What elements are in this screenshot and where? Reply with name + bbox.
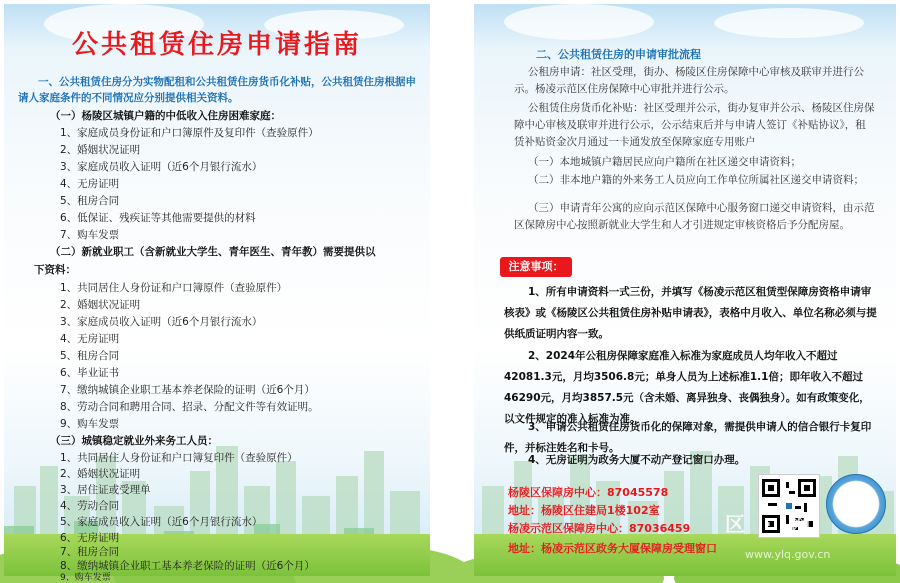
list-item: 5、家庭成员收入证明（近6个月银行流水）	[60, 516, 263, 528]
housing-logo-icon	[826, 474, 886, 534]
section-heading-2: （二）新就业职工（含新就业大学生、青年医生、青年教）需要提供以	[50, 246, 376, 258]
list-item: 1、家庭成员身份证和户口簿原件及复印件（查验原件）	[60, 127, 319, 139]
contact-address: 地址：杨陵区住建局1楼102室	[508, 504, 660, 517]
list-item: 9、购车发票	[60, 573, 111, 583]
list-item: 4、无房证明	[60, 178, 120, 190]
list-item: 6、低保证、残疾证等其他需要提供的材料	[60, 212, 256, 224]
list-item: 9、购车发票	[60, 418, 120, 430]
contact-phone: 杨陵区保障房中心：87045578	[508, 486, 669, 499]
process-paragraph: （二）非本地户籍的外来务工人员应向工作单位所属社区递交申请资料；	[528, 174, 864, 186]
left-page	[4, 4, 430, 583]
contact-address: 地址：杨凌示范区政务大厦保障房受理窗口	[508, 542, 717, 555]
section-title: 二、公共租赁住房的申请审批流程	[536, 48, 701, 61]
list-item: 3、居住证或受理单	[60, 484, 151, 496]
list-item: 8、劳动合同和聘用合同、招录、分配文件等有效证明。	[60, 401, 319, 413]
process-paragraph: 公租房申请：社区受理，街办、杨陵区住房保障中心审核及联审并进行公示。杨凌示范区住房保障中心审批并进行公示。	[514, 66, 864, 95]
list-item: 5、租房合同	[60, 350, 120, 362]
list-item: 3、家庭成员收入证明（近6个月银行流水）	[60, 316, 263, 328]
section-heading-3: （三）城镇稳定就业外来务工人员：	[50, 435, 218, 447]
page-title: 公共租赁住房申请指南	[71, 30, 362, 60]
list-item: 7、购车发票	[60, 229, 120, 241]
list-item: 1、共同居住人身份证和户口簿复印件（查验原件）	[60, 452, 298, 464]
right-page	[474, 4, 896, 576]
list-item: 2、婚姻状况证明	[60, 468, 141, 480]
notice-item: 2、2024年公租房保障家庭准入标准为家庭成员人均年收入不超过42081.3元，月均3506.8元；单身人员为上述标准1.1倍；即年收入不超过46290元，月均3857.5元（含未婚、离异独身、丧偶独身）。如有政策变化，以文件规定的准入标准为准。	[504, 350, 870, 425]
notice-item: 4、无房证明为政务大厦不动产登记窗口办理。	[528, 454, 746, 466]
list-item: 5、租房合同	[60, 195, 120, 207]
list-item: 1、共同居住人身份证和户口簿原件（查验原件）	[60, 282, 288, 294]
list-item: 4、劳动合同	[60, 500, 120, 512]
list-item: 8、缴纳城镇企业职工基本养老保险的证明（近6个月）	[60, 560, 315, 572]
section-heading-2-cont: 下资料：	[34, 264, 76, 276]
list-item: 2、婚姻状况证明	[60, 299, 141, 311]
section-heading-1: （一）杨陵区城镇户籍的中低收入住房困难家庭：	[50, 110, 281, 122]
list-item: 6、毕业证书	[60, 367, 120, 379]
notice-label: 注意事项：	[500, 257, 572, 277]
process-paragraph: （三）申请青年公寓的应向示范区保障中心服务窗口递交申请资料，由示范区保障房中心按照新就业大学生和人才引进规定审核资格后予分配房屋。	[514, 202, 875, 231]
list-item: 4、无房证明	[60, 333, 120, 345]
intro-text: 一、公共租赁住房分为实物配租和公共租赁住房货币化补贴，公共租赁住房根据申请人家庭条件的不同情况应分别提供相关资料。	[18, 76, 416, 104]
list-item: 7、租房合同	[60, 546, 120, 558]
process-paragraph: （一）本地城镇户籍居民应向户籍所在社区递交申请资料；	[528, 156, 801, 168]
list-item: 2、婚姻状况证明	[60, 144, 141, 156]
contact-phone: 杨凌示范区保障房中心：87036459	[508, 522, 691, 535]
watermark-domain: www.ylq.gov.cn	[745, 548, 831, 561]
notice-item: 1、所有申请资料一式三份，并填写《杨凌示范区租赁型保障房资格申请审核表》或《杨陵区公共租赁住房补贴申请表》，表格中月收入、单位名称必须与提供纸质证明内容一致。	[504, 286, 877, 340]
list-item: 3、家庭成员收入证明（近6个月银行流水）	[60, 161, 263, 173]
notice-item: 3、申请公共租赁住房货币化的保障对象，需提供申请人的信合银行卡复印件，并标注姓名和卡号。	[504, 421, 872, 454]
list-item: 6、无房证明	[60, 532, 120, 544]
watermark: 区 · 网	[725, 512, 817, 536]
list-item: 7、缴纳城镇企业职工基本养老保险的证明（近6个月）	[60, 384, 315, 396]
process-paragraph: 公租赁住房货币化补贴：社区受理并公示，街办复审并公示、杨陵区住房保障中心审核及联审并进行公示，公示结束后并与申请人签订《补贴协议》，租赁补贴资金次月通过一卡通发放至保障家庭专用账户	[514, 102, 875, 148]
